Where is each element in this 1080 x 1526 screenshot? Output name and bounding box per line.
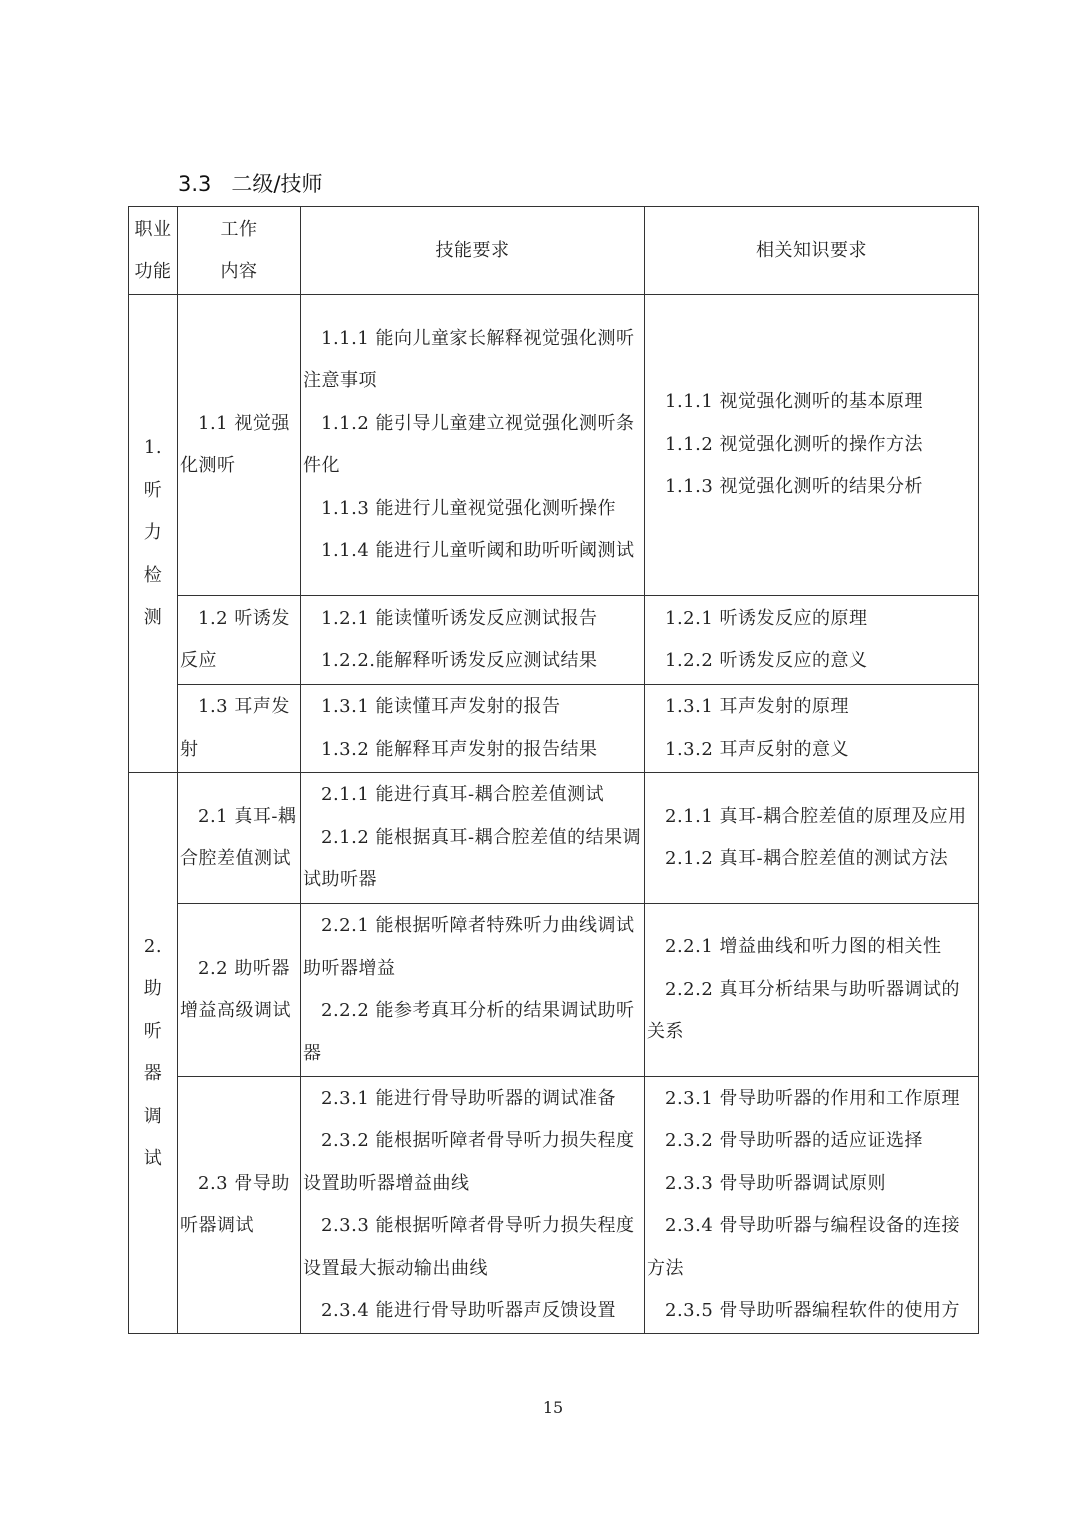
knowledge-item: 1.2.2 听诱发反应的意义	[665, 650, 868, 671]
skill-item: 2.1.1 能进行真耳-耦合腔差值测试	[321, 784, 605, 806]
skills-cell	[301, 773, 645, 904]
content-cell: 2.3 骨导助听器调试	[178, 1077, 301, 1334]
content-cell: 1.2 听诱发反应	[178, 596, 301, 685]
header-skills: 技能要求	[301, 207, 645, 295]
knowledge-cell	[645, 1077, 979, 1334]
skill-item: 1.1.3 能进行儿童视觉强化测听操作	[321, 497, 617, 519]
skill-item: 1.2.2.能解释听诱发反应测试结果	[321, 650, 598, 671]
knowledge-cell	[645, 773, 979, 904]
knowledge-item: 1.2.1 听诱发反应的原理	[665, 607, 868, 629]
skills-cell	[301, 596, 645, 685]
table-row	[129, 773, 979, 904]
skills-cell	[301, 685, 645, 773]
skills-cell	[301, 904, 645, 1077]
table-row	[129, 295, 979, 596]
skills-cell	[301, 295, 645, 596]
page-number: 15	[542, 1398, 564, 1417]
knowledge-item: 2.1.2 真耳-耦合腔差值的测试方法	[665, 848, 949, 869]
knowledge-item: 2.2.2 真耳分析结果与助听器调试的关系	[647, 978, 961, 1043]
knowledge-cell	[645, 596, 979, 685]
knowledge-cell	[645, 904, 979, 1077]
function-label: 1.听力检测	[143, 437, 163, 629]
skill-item: 2.2.1 能根据听障者特殊听力曲线调试助听器增益	[303, 915, 635, 979]
skills-table	[128, 206, 979, 1334]
skill-item: 1.2.1 能读懂听诱发反应测试报告	[321, 607, 598, 629]
knowledge-item: 1.1.1 视觉强化测听的基本原理	[665, 391, 924, 413]
table-row	[129, 904, 979, 1077]
section-heading: 二级/技师	[231, 172, 323, 196]
knowledge-item: 2.3.5 骨导助听器编程软件的使用方	[665, 1300, 961, 1321]
knowledge-item: 2.3.3 骨导助听器调试原则	[665, 1172, 887, 1194]
skill-item: 2.1.2 能根据真耳-耦合腔差值的结果调试助听器	[303, 826, 642, 891]
function-cell	[129, 295, 178, 773]
content-cell: 1.3 耳声发射	[178, 685, 301, 773]
skill-item: 2.3.2 能根据听障者骨导听力损失程度设置助听器增益曲线	[303, 1130, 635, 1194]
knowledge-item: 2.1.1 真耳-耦合腔差值的原理及应用	[665, 805, 967, 827]
header-content-line2: 内容	[220, 260, 258, 282]
knowledge-item: 2.2.1 增益曲线和听力图的相关性	[665, 936, 942, 958]
content-cell: 2.2 助听器增益高级调试	[178, 904, 301, 1077]
knowledge-item: 1.1.2 视觉强化测听的操作方法	[665, 433, 924, 455]
knowledge-cell	[645, 295, 979, 596]
section-title	[178, 168, 322, 198]
header-function-line2: 功能	[134, 260, 172, 282]
skill-item: 1.1.2 能引导儿童建立视觉强化测听条件化	[303, 412, 635, 476]
header-content	[178, 207, 301, 295]
header-function	[129, 207, 178, 295]
skill-item: 2.3.3 能根据听障者骨导听力损失程度设置最大振动输出曲线	[303, 1215, 635, 1279]
table-row	[129, 596, 979, 685]
header-knowledge: 相关知识要求	[645, 207, 979, 295]
function-cell	[129, 773, 178, 1334]
knowledge-item: 2.3.1 骨导助听器的作用和工作原理	[665, 1087, 961, 1109]
skill-item: 2.2.2 能参考真耳分析的结果调试助听器	[303, 1000, 635, 1064]
knowledge-item: 1.3.1 耳声发射的原理	[665, 696, 850, 717]
skills-cell	[301, 1077, 645, 1334]
skill-item: 2.3.4 能进行骨导助听器声反馈设置	[321, 1300, 617, 1321]
knowledge-item: 1.1.3 视觉强化测听的结果分析	[665, 476, 924, 498]
section-number: 3.3	[178, 172, 212, 196]
function-label: 2.助听器调试	[143, 935, 163, 1169]
skill-item: 1.3.1 能读懂耳声发射的报告	[321, 696, 561, 717]
knowledge-item: 2.3.4 骨导助听器与编程设备的连接方法	[647, 1215, 961, 1279]
knowledge-cell	[645, 685, 979, 773]
knowledge-item: 1.3.2 耳声反射的意义	[665, 738, 850, 760]
table-row	[129, 685, 979, 773]
header-function-line1: 职业	[134, 218, 172, 240]
skill-item: 1.3.2 能解释耳声发射的报告结果	[321, 738, 598, 760]
skill-item: 2.3.1 能进行骨导助听器的调试准备	[321, 1087, 617, 1109]
table-header-row	[129, 207, 979, 295]
header-content-line1: 工作	[220, 218, 258, 240]
table-row	[129, 1077, 979, 1334]
skill-item: 1.1.4 能进行儿童听阈和助听听阈测试	[321, 540, 635, 561]
content-cell: 2.1 真耳-耦合腔差值测试	[178, 773, 301, 904]
content-cell: 1.1 视觉强化测听	[178, 295, 301, 596]
knowledge-item: 2.3.2 骨导助听器的适应证选择	[665, 1130, 924, 1151]
skill-item: 1.1.1 能向儿童家长解释视觉强化测听注意事项	[303, 327, 635, 391]
